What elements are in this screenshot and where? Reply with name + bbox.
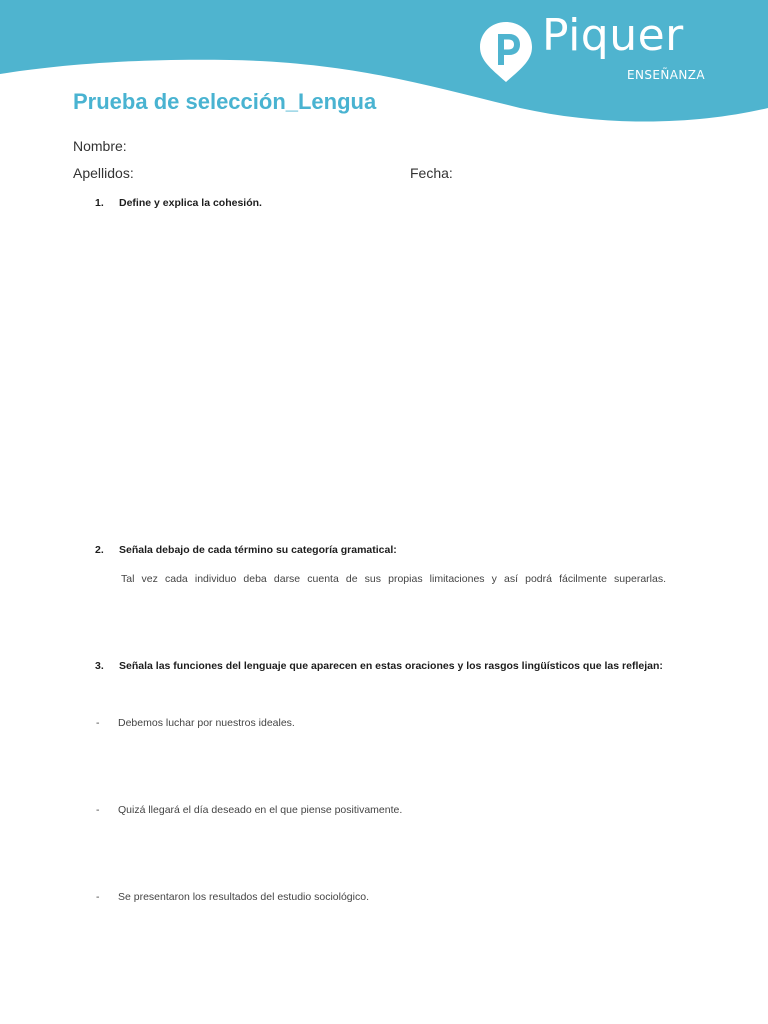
- question-3: [95, 661, 663, 672]
- question-text: Señala las funciones del lenguaje que aparecen en estas oraciones y los rasgos lingüísticos que las reflejan:: [119, 660, 663, 672]
- question-number: 1.: [95, 197, 104, 209]
- brand-subtitle: ENSEÑANZA: [627, 68, 705, 82]
- question-1: [95, 198, 262, 209]
- list-item-text: Quizá llegará el día deseado en el que piense positivamente.: [118, 804, 403, 816]
- question-number: 3.: [95, 660, 104, 672]
- question-2: [95, 545, 397, 556]
- analysis-sentence: Tal vez cada individuo deba darse cuenta de sus propias limitaciones y así podrá fácilmente superarlas.: [121, 573, 666, 585]
- question-text: Señala debajo de cada término su categoría gramatical:: [119, 544, 397, 556]
- brand-name: Piquer: [542, 10, 684, 61]
- fecha-label: Fecha:: [410, 165, 453, 181]
- piquer-logo: [478, 10, 728, 90]
- list-bullet: -: [96, 804, 100, 816]
- list-bullet: -: [96, 891, 100, 903]
- list-item: [96, 718, 295, 729]
- list-item-text: Se presentaron los resultados del estudio sociológico.: [118, 891, 369, 903]
- list-bullet: -: [96, 717, 100, 729]
- question-text: Define y explica la cohesión.: [119, 197, 262, 209]
- question-number: 2.: [95, 544, 104, 556]
- nombre-label: Nombre:: [73, 138, 127, 154]
- apellidos-label: Apellidos:: [73, 165, 134, 181]
- list-item-text: Debemos luchar por nuestros ideales.: [118, 717, 295, 729]
- location-pin-icon: [478, 20, 534, 84]
- page-title: Prueba de selección_Lengua: [73, 89, 377, 114]
- list-item: [96, 805, 402, 816]
- list-item: [96, 892, 369, 903]
